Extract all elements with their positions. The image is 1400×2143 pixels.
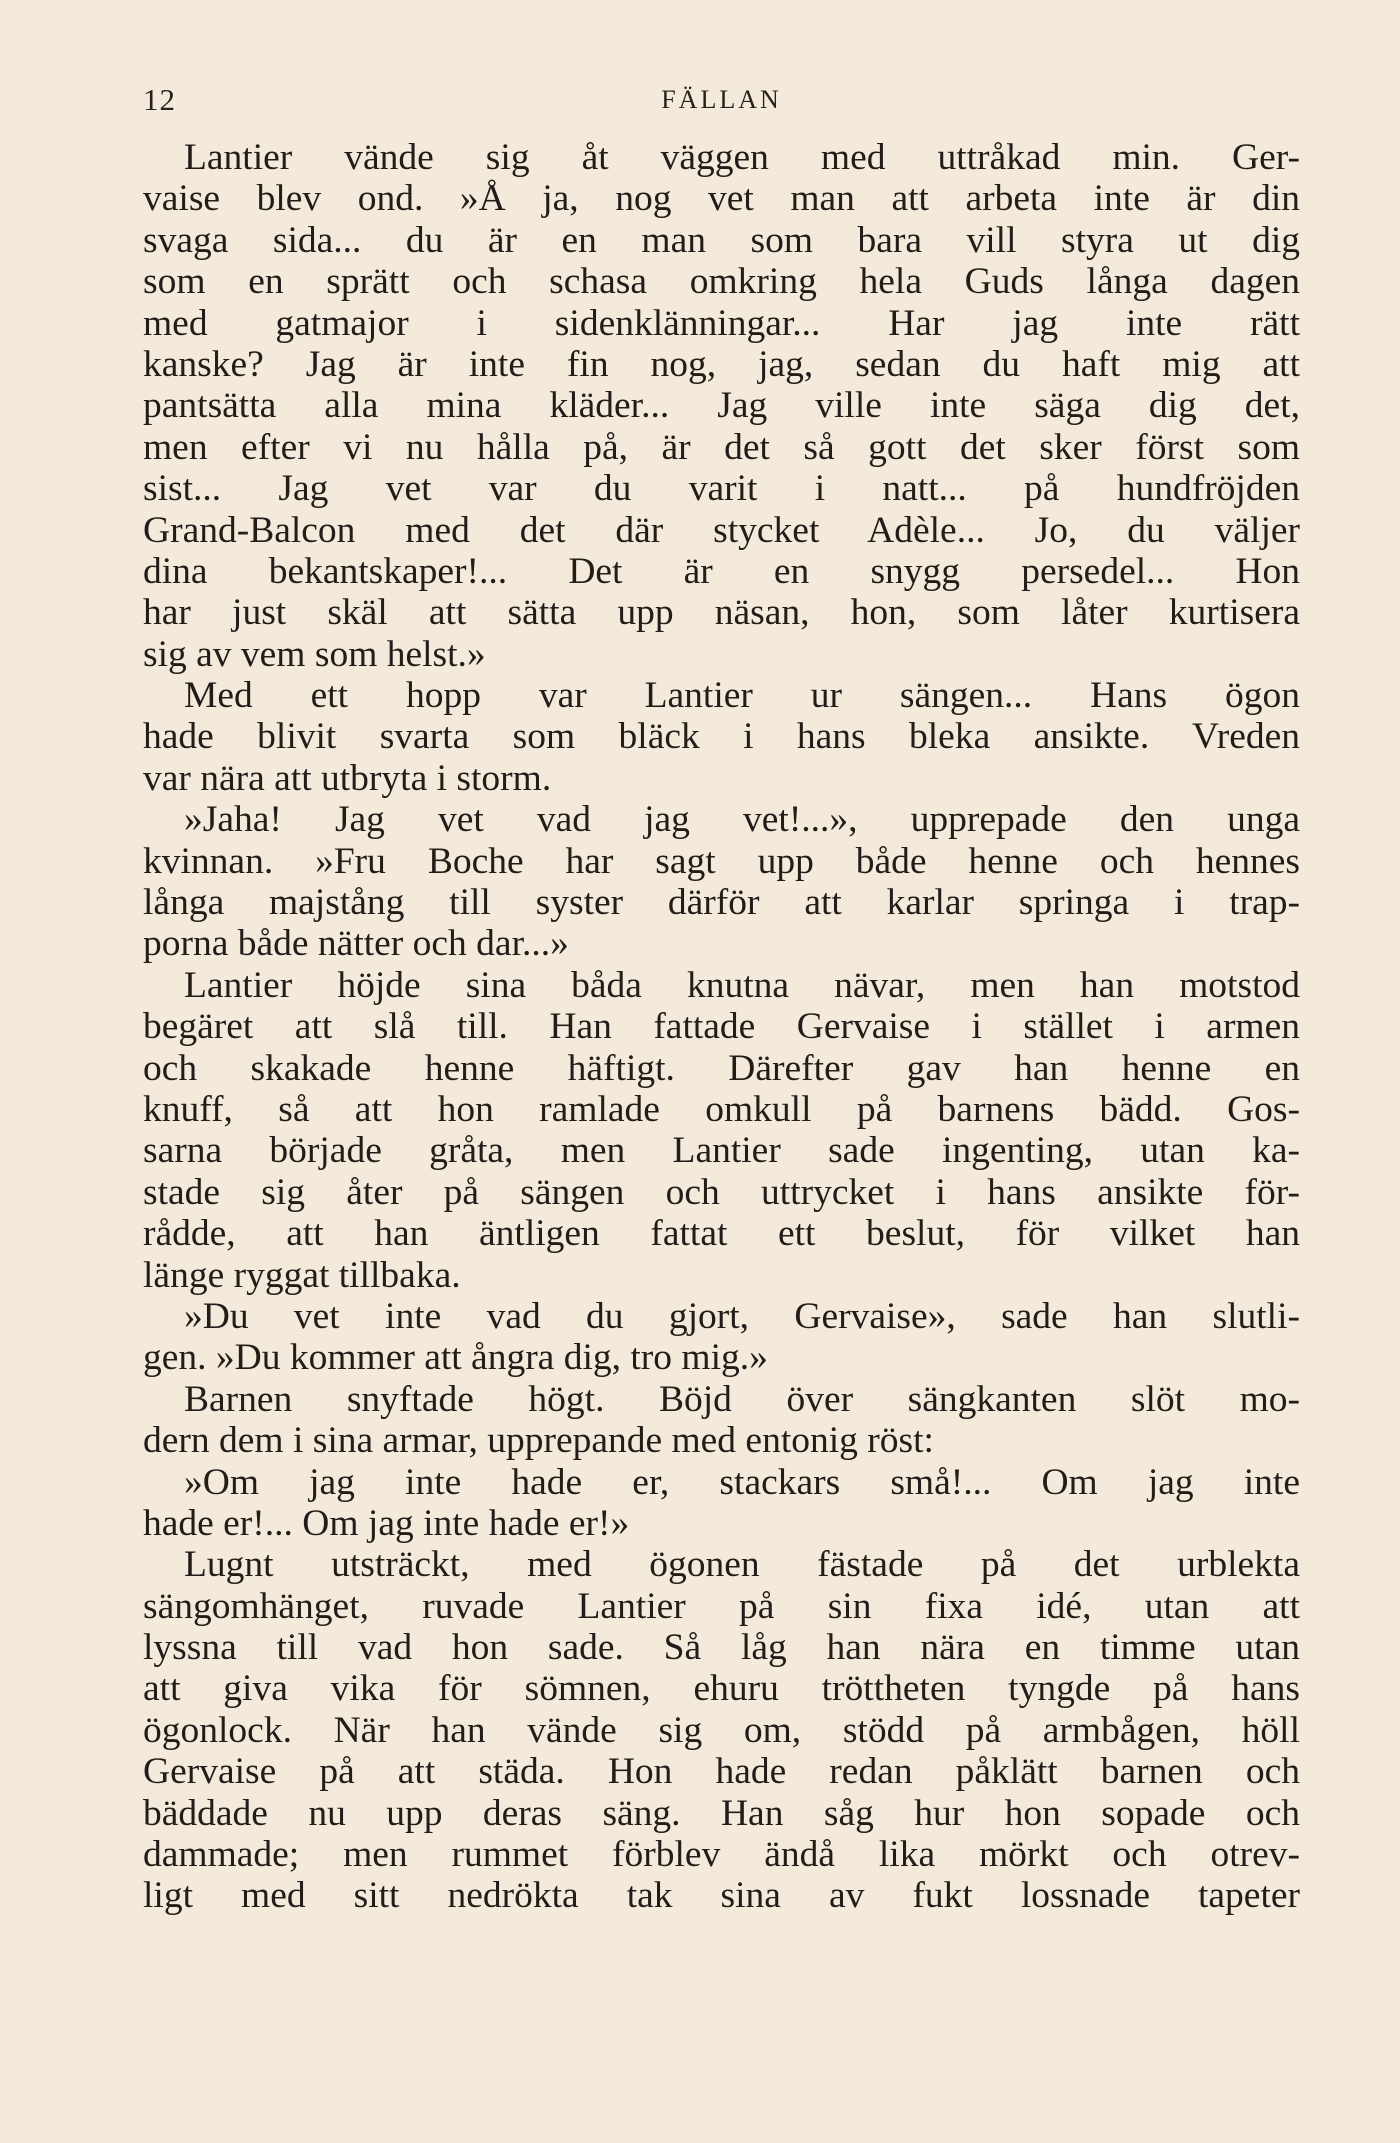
text-line: Grand-Balcon med det där stycket Adèle... Jo, du väljer bbox=[143, 509, 1300, 551]
text-line: dern dem i sina armar, upprepande med entonig röst: bbox=[143, 1420, 934, 1462]
text-line: sarna började gråta, men Lantier sade ingenting, utan ka- bbox=[143, 1130, 1300, 1172]
text-line: lyssna till vad hon sade. Så låg han nära en timme utan bbox=[143, 1627, 1300, 1669]
text-line: kanske? Jag är inte fin nog, jag, sedan du haft mig att bbox=[143, 343, 1300, 385]
text-line: hade blivit svarta som bläck i hans bleka ansikte. Vreden bbox=[143, 716, 1300, 758]
text-line: långa majstång till syster därför att karlar springa i trap- bbox=[143, 882, 1300, 924]
text-line: gen. »Du kommer att ångra dig, tro mig.» bbox=[143, 1337, 768, 1379]
text-line: att giva vika för sömnen, ehuru tröttheten tyngde på hans bbox=[143, 1668, 1300, 1710]
text-line: Lantier vände sig åt väggen med uttråkad min. Ger- bbox=[184, 137, 1300, 178]
text-line: Lantier höjde sina båda knutna nävar, men han motstod bbox=[184, 964, 1300, 1006]
running-head bbox=[143, 82, 1300, 122]
text-line: stade sig åter på sängen och uttrycket i hans ansikte för- bbox=[143, 1171, 1300, 1213]
text-line: bäddade nu upp deras säng. Han såg hur hon sopade och bbox=[143, 1792, 1300, 1834]
text-line: dammade; men rummet förblev ändå lika mörkt och otrev- bbox=[143, 1834, 1300, 1876]
text-line: Lugnt utsträckt, med ögonen fästade på det urblekta bbox=[184, 1544, 1300, 1586]
text-line: »Du vet inte vad du gjort, Gervaise», sade han slutli- bbox=[184, 1295, 1300, 1337]
text-line: men efter vi nu hålla på, är det så gott det sker först som bbox=[143, 426, 1300, 468]
text-line: ögonlock. När han vände sig om, stödd på armbågen, höll bbox=[143, 1709, 1300, 1751]
text-line: »Om jag inte hade er, stackars små!... Om jag inte bbox=[184, 1461, 1300, 1503]
text-line: dina bekantskaper!... Det är en snygg persedel... Hon bbox=[143, 550, 1300, 592]
text-line: vaise blev ond. »Å ja, nog vet man att arbeta inte är din bbox=[143, 178, 1300, 220]
text-line: Gervaise på att städa. Hon hade redan påklätt barnen och bbox=[143, 1751, 1300, 1793]
text-line: rådde, att han äntligen fattat ett beslut, för vilket han bbox=[143, 1213, 1300, 1255]
text-line: sängomhänget, ruvade Lantier på sin fixa idé, utan att bbox=[143, 1585, 1300, 1627]
text-line: porna både nätter och dar...» bbox=[143, 923, 569, 965]
text-line: sig av vem som helst.» bbox=[143, 633, 486, 675]
text-line: Barnen snyftade högt. Böjd över sängkanten slöt mo- bbox=[184, 1378, 1300, 1420]
body-text bbox=[143, 137, 1300, 1917]
text-line: sist... Jag vet var du varit i natt... på hundfröjden bbox=[143, 468, 1300, 510]
text-line: länge ryggat tillbaka. bbox=[143, 1254, 461, 1296]
text-line: hade er!... Om jag inte hade er!» bbox=[143, 1502, 630, 1544]
text-line: pantsätta alla mina kläder... Jag ville inte säga dig det, bbox=[143, 385, 1300, 427]
text-line: och skakade henne häftigt. Därefter gav han henne en bbox=[143, 1047, 1300, 1089]
text-line: var nära att utbryta i storm. bbox=[143, 757, 552, 799]
text-line: har just skäl att sätta upp näsan, hon, som låter kurtisera bbox=[143, 592, 1300, 634]
text-line: svaga sida... du är en man som bara vill styra ut dig bbox=[143, 219, 1300, 261]
running-title: FÄLLAN bbox=[661, 85, 782, 114]
text-line: Med ett hopp var Lantier ur sängen... Hans ögon bbox=[184, 675, 1300, 717]
text-line: kvinnan. »Fru Boche har sagt upp både henne och hennes bbox=[143, 840, 1300, 882]
text-line: begäret att slå till. Han fattade Gervaise i stället i armen bbox=[143, 1006, 1300, 1048]
page-number: 12 bbox=[143, 82, 176, 117]
text-line: som en sprätt och schasa omkring hela Guds långa dagen bbox=[143, 261, 1300, 303]
text-line: ligt med sitt nedrökta tak sina av fukt lossnade tapeter bbox=[143, 1875, 1300, 1917]
text-line: knuff, så att hon ramlade omkull på barnens bädd. Gos- bbox=[143, 1088, 1300, 1130]
text-line: »Jaha! Jag vet vad jag vet!...», upprepade den unga bbox=[184, 799, 1300, 841]
text-line: med gatmajor i sidenklänningar... Har jag inte rätt bbox=[143, 302, 1300, 344]
